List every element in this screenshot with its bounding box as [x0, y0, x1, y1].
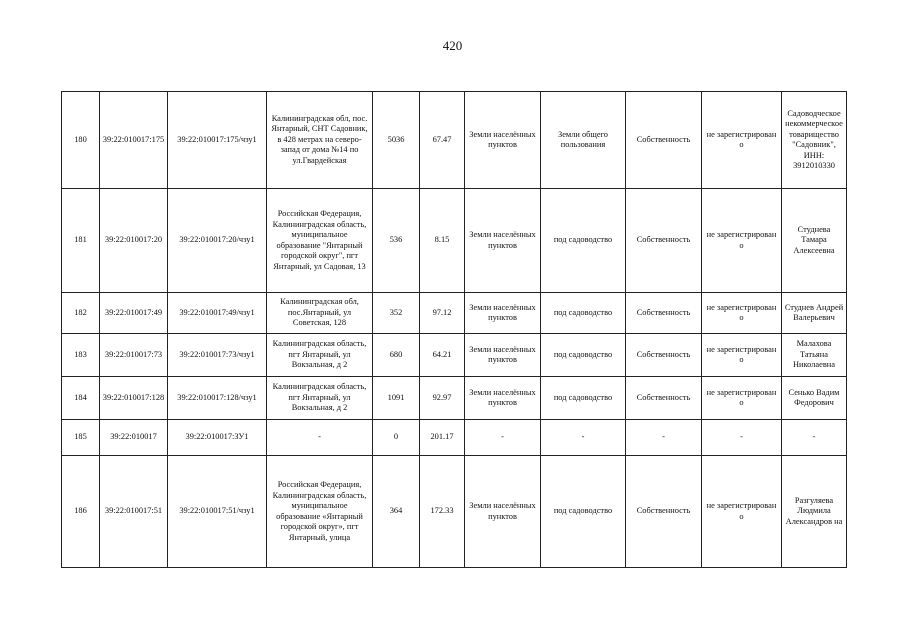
land-category-cell: Земли населённых пунктов — [465, 377, 541, 420]
registration-status-cell: не зарегистрирован о — [702, 293, 782, 334]
land-category-cell: Земли населённых пунктов — [465, 456, 541, 568]
address-cell: Российская Федерация, Калининградская область, муниципальное образование «Янтарный городской округ», пгт Янтарный, улица — [267, 456, 373, 568]
area-cell: 1091 — [373, 377, 420, 420]
value-cell: 8.15 — [420, 189, 465, 293]
owner-cell: Садоводческое некоммерческое товарищество "Садовник", ИНН: 3912010330 — [782, 92, 847, 189]
table-body — [62, 92, 847, 568]
parcel-part-number-cell: 39:22:010017:51/чзу1 — [168, 456, 267, 568]
row-number-cell: 186 — [62, 456, 100, 568]
row-number-cell: 182 — [62, 293, 100, 334]
cadastral-number-cell: 39:22:010017:128 — [100, 377, 168, 420]
address-cell: Калининградская обл, пос. Янтарный, СНТ Садовник, в 428 метрах на северо-запад от дома №14 по ул.Гвардейская — [267, 92, 373, 189]
parcel-part-number-cell: 39:22:010017:20/чзу1 — [168, 189, 267, 293]
permitted-use-cell: Земли общего пользования — [541, 92, 626, 189]
owner-cell: Студнев Андрей Валерьевич — [782, 293, 847, 334]
table-row — [62, 420, 847, 456]
value-cell: 201.17 — [420, 420, 465, 456]
owner-cell: - — [782, 420, 847, 456]
registration-status-cell: не зарегистрирован о — [702, 189, 782, 293]
registration-status-cell: не зарегистрирован о — [702, 456, 782, 568]
cadastral-number-cell: 39:22:010017:51 — [100, 456, 168, 568]
land-registry-table — [61, 91, 847, 568]
row-number-cell: 180 — [62, 92, 100, 189]
row-number-cell: 185 — [62, 420, 100, 456]
area-cell: 0 — [373, 420, 420, 456]
cadastral-number-cell: 39:22:010017:175 — [100, 92, 168, 189]
right-type-cell: - — [626, 420, 702, 456]
land-category-cell: Земли населённых пунктов — [465, 334, 541, 377]
table-row — [62, 189, 847, 293]
permitted-use-cell: под садоводство — [541, 293, 626, 334]
registration-status-cell: не зарегистрирован о — [702, 377, 782, 420]
owner-cell: Разгуляева Людмила Александров на — [782, 456, 847, 568]
right-type-cell: Собственность — [626, 377, 702, 420]
row-number-cell: 181 — [62, 189, 100, 293]
permitted-use-cell: под садоводство — [541, 456, 626, 568]
address-cell: Калининградская обл, пос.Янтарный, ул Советская, 128 — [267, 293, 373, 334]
address-cell: Российская Федерация, Калининградская область, муниципальное образование "Янтарный городской округ", пгт Янтарный, ул Садовая, 13 — [267, 189, 373, 293]
table-row — [62, 377, 847, 420]
cadastral-number-cell: 39:22:010017:73 — [100, 334, 168, 377]
permitted-use-cell: под садоводство — [541, 377, 626, 420]
parcel-part-number-cell: 39:22:010017:73/чзу1 — [168, 334, 267, 377]
permitted-use-cell: под садоводство — [541, 334, 626, 377]
row-number-cell: 184 — [62, 377, 100, 420]
table-row — [62, 456, 847, 568]
land-category-cell: - — [465, 420, 541, 456]
cadastral-number-cell: 39:22:010017:49 — [100, 293, 168, 334]
area-cell: 364 — [373, 456, 420, 568]
cadastral-number-cell: 39:22:010017:20 — [100, 189, 168, 293]
land-category-cell: Земли населённых пунктов — [465, 189, 541, 293]
registration-status-cell: не зарегистрирован о — [702, 92, 782, 189]
cadastral-number-cell: 39:22:010017 — [100, 420, 168, 456]
area-cell: 5036 — [373, 92, 420, 189]
right-type-cell: Собственность — [626, 189, 702, 293]
value-cell: 67.47 — [420, 92, 465, 189]
parcel-part-number-cell: 39:22:010017:175/чзу1 — [168, 92, 267, 189]
table-row — [62, 334, 847, 377]
row-number-cell: 183 — [62, 334, 100, 377]
page-number: 420 — [442, 38, 463, 53]
owner-cell: Малахова Татьяна Николаевна — [782, 334, 847, 377]
table-row — [62, 293, 847, 334]
table-row — [62, 92, 847, 189]
address-cell: - — [267, 420, 373, 456]
right-type-cell: Собственность — [626, 456, 702, 568]
value-cell: 64.21 — [420, 334, 465, 377]
parcel-part-number-cell: 39:22:010017:128/чзу1 — [168, 377, 267, 420]
area-cell: 680 — [373, 334, 420, 377]
owner-cell: Сенько Вадим Федорович — [782, 377, 847, 420]
address-cell: Калининградская область, пгт Янтарный, ул Вокзальная, д 2 — [267, 334, 373, 377]
right-type-cell: Собственность — [626, 334, 702, 377]
right-type-cell: Собственность — [626, 293, 702, 334]
value-cell: 172.33 — [420, 456, 465, 568]
area-cell: 352 — [373, 293, 420, 334]
land-category-cell: Земли населённых пунктов — [465, 293, 541, 334]
area-cell: 536 — [373, 189, 420, 293]
registration-status-cell: - — [702, 420, 782, 456]
parcel-part-number-cell: 39:22:010017:49/чзу1 — [168, 293, 267, 334]
land-category-cell: Земли населённых пунктов — [465, 92, 541, 189]
value-cell: 92.97 — [420, 377, 465, 420]
parcel-part-number-cell: 39:22:010017:ЗУ1 — [168, 420, 267, 456]
registration-status-cell: не зарегистрирован о — [702, 334, 782, 377]
right-type-cell: Собственность — [626, 92, 702, 189]
permitted-use-cell: под садоводство — [541, 189, 626, 293]
address-cell: Калининградская область, пгт Янтарный, ул Вокзальная, д 2 — [267, 377, 373, 420]
owner-cell: Студнева Тамара Алексеевна — [782, 189, 847, 293]
permitted-use-cell: - — [541, 420, 626, 456]
value-cell: 97.12 — [420, 293, 465, 334]
